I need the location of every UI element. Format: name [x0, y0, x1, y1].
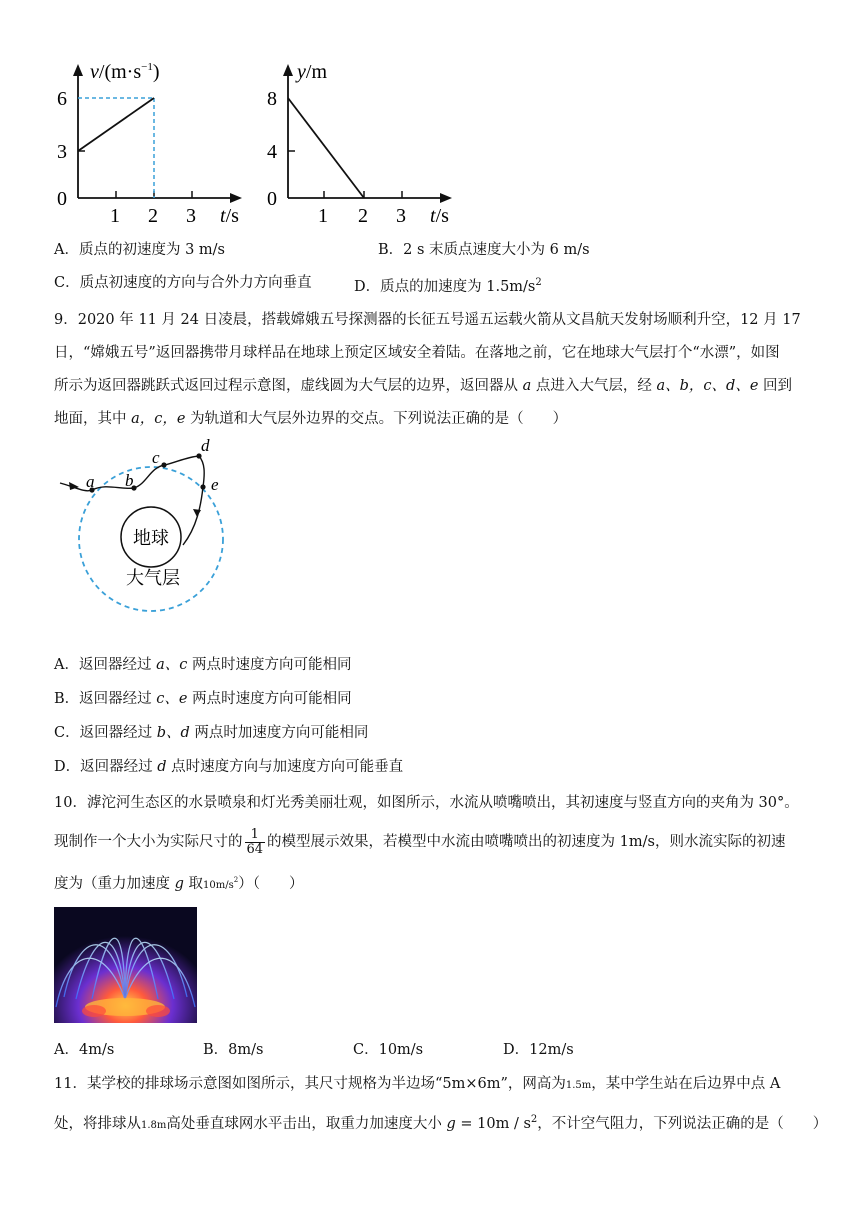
atmosphere-label: 大气层: [126, 568, 180, 588]
q9-option-c[interactable]: C．返回器经过 b、d 两点时加速度方向可能相同: [54, 725, 369, 741]
q8-option-a[interactable]: A．质点的初速度为 3 m/s: [54, 242, 225, 258]
v-t-graph: [40, 58, 255, 230]
y-t-graph: [250, 58, 465, 230]
q9-stem-line3: 所示为返回器跳跃式返回过程示意图，虚线圆为大气层的边界，返回器从 a 点进入大气层，经 a、b，c、d、e 回到: [54, 378, 793, 394]
q9-option-d[interactable]: D．返回器经过 d 点时速度方向与加速度方向可能垂直: [54, 759, 404, 775]
vt-xtick-3: 3: [186, 205, 196, 227]
q10-option-a[interactable]: A．4m/s: [54, 1042, 115, 1058]
yt-xtick-3: 3: [396, 205, 406, 227]
q9-stem-line1: 9．2020 年 11 月 24 日凌晨，搭载嫦娥五号探测器的长征五号遥五运载火箭从文昌航天发射场顺利升空，12 月 17: [54, 312, 801, 328]
q8-option-c[interactable]: C．质点初速度的方向与合外力方向垂直: [54, 275, 312, 291]
q9-option-a[interactable]: A．返回器经过 a、c 两点时速度方向可能相同: [54, 657, 352, 673]
vt-ytick-3: 3: [57, 141, 67, 163]
reentry-diagram: [55, 435, 245, 620]
label-a: a: [86, 472, 95, 491]
q10-option-b[interactable]: B．8m/s: [203, 1042, 264, 1058]
yt-x-arrow: [440, 193, 452, 203]
fountain-photo: [54, 907, 197, 1023]
yt-y-arrow: [283, 64, 293, 76]
yt-ylabel: y/m: [297, 61, 328, 83]
yt-xtick-2: 2: [358, 205, 368, 227]
vt-data-line: [78, 98, 154, 151]
label-c: c: [152, 448, 160, 467]
q10-stem-line2: 现制作一个大小为实际尺寸的 $\frac{1}{64}$ 的模型展示效果，若模型中水流由喷嘴喷出的初速度为 1m/s，则水流实际的初速: [54, 826, 786, 857]
label-b: b: [125, 471, 134, 490]
q10-stem-line3: 度为（重力加速度 g 取$10m/s^2$）（ ）: [54, 875, 304, 892]
yt-ytick-4: 4: [267, 141, 277, 163]
q8-option-d[interactable]: D．质点的加速度为 $1.5m/s^2$: [354, 277, 542, 295]
yt-ytick-8: 8: [267, 88, 277, 110]
fraction-1-64: $\frac{1}{64}$: [246, 826, 264, 857]
q9-stem-line2: 日，“嫦娥五号”返回器携带月球样品在地球上预定区域安全着陆。在落地之前，它在地球大气层打个“水漂”，如图: [54, 345, 780, 361]
yt-xlabel: t/s: [430, 205, 449, 227]
q10-option-c[interactable]: C．10m/s: [353, 1042, 424, 1058]
vt-x-arrow: [230, 193, 242, 203]
label-e: e: [211, 475, 219, 494]
q10-stem-line1: 10．滹沱河生态区的水景喷泉和灯光秀美丽壮观，如图所示，水流从喷嘴喷出，其初速度与竖直方向的夹角为 30°。: [54, 795, 799, 811]
q10-option-d[interactable]: D．12m/s: [503, 1042, 574, 1058]
yt-data-line: [288, 98, 364, 198]
vt-xlabel: t/s: [220, 205, 239, 227]
label-d: d: [201, 436, 210, 455]
earth-label: 地球: [133, 528, 169, 548]
point-e: [200, 484, 205, 489]
q11-stem-line1: 11．某学校的排球场示意图如图所示，其尺寸规格为半边场“5m×6m”，网高为1.5m，某中学生站在后边界中点 A: [54, 1076, 781, 1092]
yt-xtick-1: 1: [318, 205, 328, 227]
vt-ytick-0: 0: [57, 188, 67, 210]
vt-y-arrow: [73, 64, 83, 76]
yt-ytick-0: 0: [267, 188, 277, 210]
vt-ytick-6: 6: [57, 88, 67, 110]
descent-arrow: [193, 509, 201, 517]
vt-xtick-2: 2: [148, 205, 158, 227]
point-c: [161, 462, 166, 467]
q11-stem-line2: 处，将排球从1.8m高处垂直球网水平击出，取重力加速度大小 $g = 10m / s^2$，不计空气阻力，下列说法正确的是（ ）: [54, 1114, 828, 1132]
q9-stem-line4: 地面，其中 a，c，e 为轨道和大气层外边界的交点。下列说法正确的是（ ）: [54, 411, 568, 427]
q8-option-b[interactable]: B．2 s 末质点速度大小为 6 m/s: [378, 242, 590, 258]
q9-option-b[interactable]: B．返回器经过 c、e 两点时速度方向可能相同: [54, 691, 352, 707]
vt-xtick-1: 1: [110, 205, 120, 227]
vt-ylabel: $v/(m\cdot s^{-1})$: [90, 61, 160, 83]
